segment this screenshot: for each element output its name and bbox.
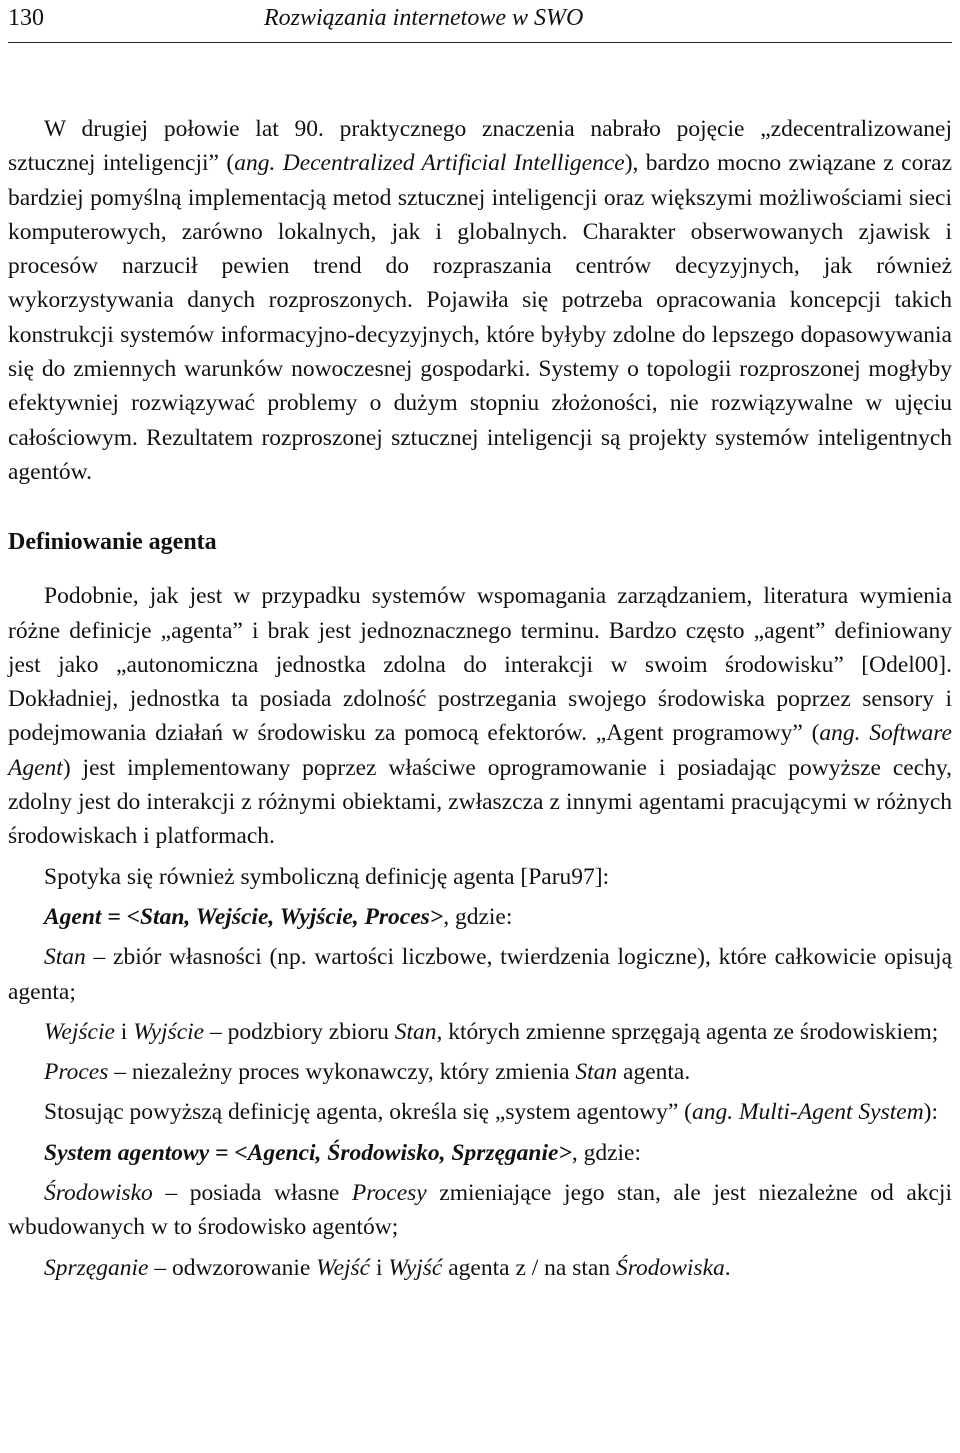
srodowisko-definition-text: – posiada własne — [152, 1180, 352, 1207]
multi-agent-text-end: ): — [923, 1099, 939, 1126]
system-formula-tail: , gdzie: — [571, 1139, 642, 1166]
proces-definition — [8, 1055, 952, 1089]
stan-term: Stan — [44, 944, 86, 971]
page-content — [8, 112, 952, 1285]
sprzeganie-definition — [8, 1251, 952, 1285]
sprzeganie-definition-text: – odwzorowanie — [148, 1254, 317, 1281]
agent-formula-tail: , gdzie: — [443, 903, 513, 930]
running-title: Rozwiązania internetowe w SWO — [264, 5, 584, 31]
proces-term: Proces — [44, 1059, 109, 1086]
stan-definition — [8, 940, 952, 1009]
srodowisko-term: Środowisko — [44, 1180, 153, 1207]
intro-text-end: ), bardzo mocno związane z coraz bardziej pomyślną implementacją metod sztucznej inteligencji oraz większymi możliwościami sieci komputerowych, zarówno lokalnych, jak i globalnych. Charakter obserwowanych zjawisk i procesów narzucił pewien trend do rozpraszania centrów decyzyjnych, jak również wykorzystywania danych rozproszonych. Pojawiła się potrzeba opracowania koncepcji takich konstrukcji systemów informacyjno-decyzyjnych, które byłyby zdolne do lepszego dopasowywania się do zmiennych warunków nowoczesnej gospodarki. Systemy o topologii rozproszonej mogłyby efektywniej rozwiązywać problemy o dużym stopniu złożoności, nie rozwiązywalne w ujęciu całościowym. Rezultatem rozproszonej sztucznej inteligencji są projekty systemów inteligentnych agentów. — [8, 150, 952, 485]
stan-reference: Stan — [575, 1059, 618, 1086]
running-header — [8, 0, 952, 43]
definition-text-end: ) jest implementowany poprzez właściwe oprogramowanie i posiadając powyższe cechy, zdolny jest do interakcji z różnymi obiektami, zwłaszcza z innymi agentami pracującymi w różnych środowiskach i platformach. — [8, 754, 952, 850]
srodowiska-reference: Środowiska — [615, 1254, 725, 1281]
system-formula — [8, 1136, 952, 1170]
intro-english-term: ang. Decentralized Artificial Intelligence — [234, 150, 625, 177]
sprzeganie-definition-text-end: . — [724, 1254, 731, 1281]
wejsc-reference: Wejść — [316, 1254, 371, 1281]
stan-definition-text: – zbiór własności (np. wartości liczbowe, twierdzenia logiczne), które całkowicie opisują agenta; — [8, 944, 952, 1005]
wejscie-definition-text-end: , których zmienne sprzęgają agenta ze środowiskiem; — [436, 1018, 939, 1045]
srodowisko-definition-text-end: zmieniające jego stan, ale jest niezależne od akcji wbudowanych w to środowisko agentów; — [8, 1180, 952, 1241]
multi-agent-text-start: Stosując powyższą definicję agenta, określa się „system agentowy” ( — [44, 1099, 692, 1126]
proces-definition-text-end: agenta. — [617, 1059, 691, 1086]
system-formula-expression: System agentowy = <Agenci, Środowisko, Sprzęganie> — [44, 1139, 572, 1166]
agent-formula-expression: Agent = <Stan, Wejście, Wyjście, Proces> — [44, 903, 444, 930]
conjunction: i — [114, 1018, 134, 1045]
wyjsc-reference: Wyjść — [388, 1254, 443, 1281]
page-number: 130 — [8, 5, 44, 31]
wejscie-term: Wejście — [44, 1018, 115, 1045]
multi-agent-intro — [8, 1095, 952, 1129]
definition-text-start: Podobnie, jak jest w przypadku systemów wspomagania zarządzaniem, literatura wymienia różne definicje „agenta” i brak jest jednoznacznego terminu. Bardzo często „agent” definiowany jest jako „autonomiczna jednostka zdolna do interakcji w swoim środowisku” [Odel00]. Dokładniej, jednostka ta posiada zdolność postrzegania swojego środowiska poprzez sensory i podejmowania działań w środowisku za pomocą efektorów. „Agent programowy” ( — [8, 583, 952, 747]
wejscie-definition-text: – podzbiory zbioru — [204, 1018, 395, 1045]
wejscie-wyjscie-definition — [8, 1015, 952, 1049]
symbolic-definition-intro: Spotyka się również symboliczną definicję agenta [Paru97]: — [44, 863, 610, 890]
procesy-reference: Procesy — [351, 1180, 427, 1207]
stan-reference: Stan — [394, 1018, 437, 1045]
definition-english-term: ang. Software Agent — [8, 720, 952, 781]
sprzeganie-term: Sprzęganie — [44, 1254, 149, 1281]
multi-agent-english-term: ang. Multi-Agent System — [691, 1099, 924, 1126]
proces-definition-text: – niezależny proces wykonawczy, który zmienia — [108, 1059, 576, 1086]
wyjscie-term: Wyjście — [133, 1018, 205, 1045]
agent-formula — [8, 900, 952, 934]
sprzeganie-definition-text-mid: agenta z / na stan — [442, 1254, 616, 1281]
section-heading: Definiowanie agenta — [8, 529, 217, 556]
srodowisko-definition — [8, 1176, 952, 1245]
intro-text-start: W drugiej połowie lat 90. praktycznego znaczenia nabrało pojęcie „zdecentralizowanej sztucznej inteligencji” ( — [8, 116, 952, 177]
spacer — [8, 489, 952, 525]
conjunction: i — [370, 1254, 389, 1281]
intro-paragraph — [8, 112, 952, 489]
definition-paragraph — [8, 579, 952, 853]
spacer — [8, 559, 952, 579]
